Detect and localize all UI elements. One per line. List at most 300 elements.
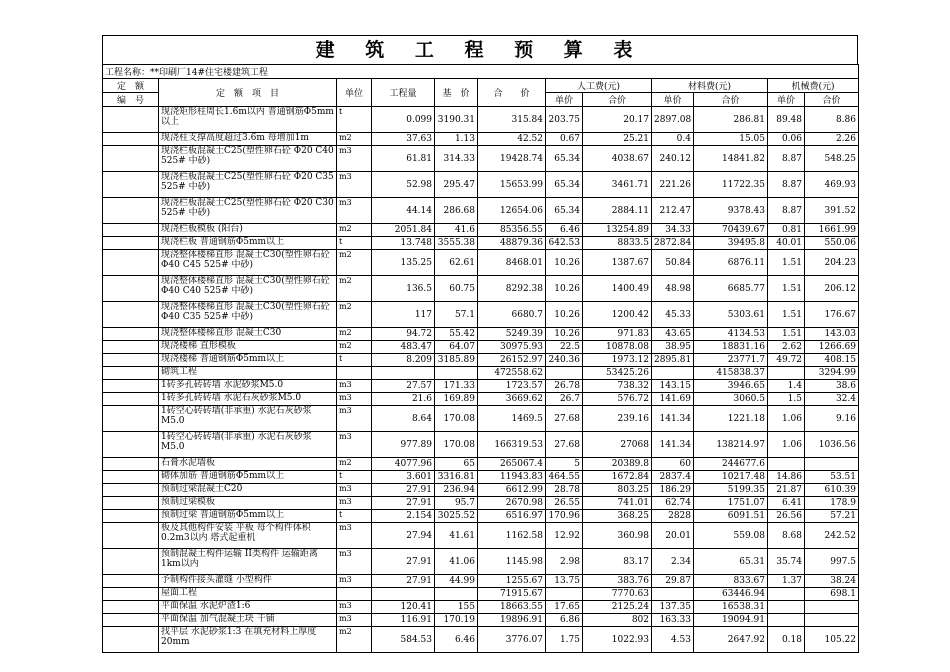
cell-mu: 20.01 bbox=[652, 523, 694, 549]
cell-mu bbox=[652, 588, 694, 601]
cell-total: 12654.06 bbox=[478, 198, 546, 224]
cell-ct: 38.24 bbox=[805, 575, 859, 588]
cell-lu: 6.86 bbox=[546, 614, 583, 627]
cell-unit: m3 bbox=[337, 484, 372, 497]
cell-mu: 143.15 bbox=[652, 380, 694, 393]
cell-total: 48879.36 bbox=[478, 237, 546, 250]
cell-code bbox=[103, 510, 159, 523]
cell-lt: 27068 bbox=[583, 432, 652, 458]
cell-cu bbox=[768, 614, 805, 627]
cell-lu: 26.78 bbox=[546, 380, 583, 393]
cell-qty: 483.47 bbox=[372, 341, 435, 354]
cell-mu: 2837.4 bbox=[652, 471, 694, 484]
cell-total: 3669.62 bbox=[478, 393, 546, 406]
cell-ct: 610.39 bbox=[805, 484, 859, 497]
cell-qty: 27.57 bbox=[372, 380, 435, 393]
cell-lt: 83.17 bbox=[583, 549, 652, 575]
cell-lu: 65.34 bbox=[546, 172, 583, 198]
cell-qty: 27.91 bbox=[372, 549, 435, 575]
cell-item-name: 找平层 水泥砂浆1:3 在填充材料上厚度20mm bbox=[159, 627, 337, 653]
cell-lt: 1022.93 bbox=[583, 627, 652, 653]
cell-lt: 741.01 bbox=[583, 497, 652, 510]
cell-mt: 19094.91 bbox=[694, 614, 768, 627]
cell-total: 2670.98 bbox=[478, 497, 546, 510]
cell-lt: 7770.63 bbox=[583, 588, 652, 601]
cell-lt: 971.83 bbox=[583, 328, 652, 341]
cell-lu: 240.36 bbox=[546, 354, 583, 367]
cell-lt: 1387.67 bbox=[583, 250, 652, 276]
cell-cu bbox=[768, 588, 805, 601]
table-row bbox=[103, 471, 859, 484]
cell-lt: 368.25 bbox=[583, 510, 652, 523]
cell-mu: 60 bbox=[652, 458, 694, 471]
cell-total: 15653.99 bbox=[478, 172, 546, 198]
cell-base: 314.33 bbox=[435, 146, 478, 172]
cell-unit: m3 bbox=[337, 198, 372, 224]
cell-cu: 14.86 bbox=[768, 471, 805, 484]
cell-qty: 136.5 bbox=[372, 276, 435, 302]
cell-item-name: 预制过梁混凝土C20 bbox=[159, 484, 337, 497]
cell-total: 6516.97 bbox=[478, 510, 546, 523]
cell-qty: 94.72 bbox=[372, 328, 435, 341]
cell-base: 1.13 bbox=[435, 133, 478, 146]
cell-mt: 14841.82 bbox=[694, 146, 768, 172]
cell-unit: m2 bbox=[337, 627, 372, 653]
cell-base: 3316.81 bbox=[435, 471, 478, 484]
cell-ct: 57.21 bbox=[805, 510, 859, 523]
cell-ct: 408.15 bbox=[805, 354, 859, 367]
cell-mu: 29.87 bbox=[652, 575, 694, 588]
cell-code bbox=[103, 172, 159, 198]
cell-code bbox=[103, 133, 159, 146]
cell-ct: 997.5 bbox=[805, 549, 859, 575]
cell-base: 236.94 bbox=[435, 484, 478, 497]
cell-qty: 44.14 bbox=[372, 198, 435, 224]
cell-ct: 38.6 bbox=[805, 380, 859, 393]
cell-base: 60.75 bbox=[435, 276, 478, 302]
cell-total: 26152.97 bbox=[478, 354, 546, 367]
cell-qty: 21.6 bbox=[372, 393, 435, 406]
cell-lu: 0.67 bbox=[546, 133, 583, 146]
cell-total: 18663.55 bbox=[478, 601, 546, 614]
cell-qty: 3.601 bbox=[372, 471, 435, 484]
cell-total: 6612.99 bbox=[478, 484, 546, 497]
cell-lt: 1400.49 bbox=[583, 276, 652, 302]
cell-cu bbox=[768, 367, 805, 380]
sheet-title: 建 筑 工 程 预 算 表 bbox=[102, 35, 858, 64]
cell-base: 95.7 bbox=[435, 497, 478, 510]
cell-item-name: 现浇栏板模板 (阳台) bbox=[159, 224, 337, 237]
cell-item-name: 现浇楼梯 直形模板 bbox=[159, 341, 337, 354]
cell-code bbox=[103, 276, 159, 302]
cell-cu: 0.81 bbox=[768, 224, 805, 237]
cell-code bbox=[103, 549, 159, 575]
cell-total: 166319.53 bbox=[478, 432, 546, 458]
cell-qty: 584.53 bbox=[372, 627, 435, 653]
cell-cu: 35.74 bbox=[768, 549, 805, 575]
cell-item-name: 现浇楼梯 普通钢筋Φ5mm以上 bbox=[159, 354, 337, 367]
cell-item-name: 砌筑工程 bbox=[159, 367, 337, 380]
cell-ct bbox=[805, 601, 859, 614]
cell-unit: m3 bbox=[337, 393, 372, 406]
table-row bbox=[103, 198, 859, 224]
table-row bbox=[103, 575, 859, 588]
cell-ct: 176.67 bbox=[805, 302, 859, 328]
header-material-unit: 单价 bbox=[652, 93, 694, 107]
cell-lt: 383.76 bbox=[583, 575, 652, 588]
cell-code bbox=[103, 107, 159, 133]
cell-cu: 49.72 bbox=[768, 354, 805, 367]
cell-code bbox=[103, 380, 159, 393]
cell-unit: m3 bbox=[337, 406, 372, 432]
cell-cu bbox=[768, 458, 805, 471]
cell-total: 1162.58 bbox=[478, 523, 546, 549]
cell-total: 85356.55 bbox=[478, 224, 546, 237]
cell-qty: 116.91 bbox=[372, 614, 435, 627]
cell-lt: 1973.12 bbox=[583, 354, 652, 367]
table-row bbox=[103, 224, 859, 237]
cell-unit bbox=[337, 367, 372, 380]
table-row bbox=[103, 393, 859, 406]
cell-cu: 1.51 bbox=[768, 302, 805, 328]
table-row bbox=[103, 302, 859, 328]
cell-base: 57.1 bbox=[435, 302, 478, 328]
cell-mu: 137.35 bbox=[652, 601, 694, 614]
cell-code bbox=[103, 458, 159, 471]
cell-unit: t bbox=[337, 510, 372, 523]
cell-code bbox=[103, 367, 159, 380]
cell-total: 5249.39 bbox=[478, 328, 546, 341]
cell-base: 44.99 bbox=[435, 575, 478, 588]
cell-mu: 0.4 bbox=[652, 133, 694, 146]
table-row bbox=[103, 341, 859, 354]
cell-code bbox=[103, 484, 159, 497]
cell-qty: 52.98 bbox=[372, 172, 435, 198]
cell-ct: 53.51 bbox=[805, 471, 859, 484]
cell-base: 170.08 bbox=[435, 406, 478, 432]
cell-lu: 464.55 bbox=[546, 471, 583, 484]
header-machine-unit: 单价 bbox=[768, 93, 805, 107]
cell-lu: 27.68 bbox=[546, 406, 583, 432]
cell-base bbox=[435, 588, 478, 601]
cell-base: 41.61 bbox=[435, 523, 478, 549]
header-labor-sum: 合价 bbox=[583, 93, 652, 107]
cell-mt: 15.05 bbox=[694, 133, 768, 146]
table-row bbox=[103, 497, 859, 510]
cell-qty: 27.91 bbox=[372, 497, 435, 510]
header-machine: 机械费(元) bbox=[768, 79, 859, 93]
cell-lu: 10.26 bbox=[546, 250, 583, 276]
cell-code bbox=[103, 575, 159, 588]
cell-total: 19896.91 bbox=[478, 614, 546, 627]
cell-mt: 10217.48 bbox=[694, 471, 768, 484]
cell-mu: 43.65 bbox=[652, 328, 694, 341]
cell-ct: 206.12 bbox=[805, 276, 859, 302]
cell-mt: 2647.92 bbox=[694, 627, 768, 653]
cell-code bbox=[103, 627, 159, 653]
cell-mu: 50.84 bbox=[652, 250, 694, 276]
cell-base: 65 bbox=[435, 458, 478, 471]
table-row bbox=[103, 172, 859, 198]
cell-cu: 8.87 bbox=[768, 146, 805, 172]
cell-cu bbox=[768, 601, 805, 614]
table-row bbox=[103, 614, 859, 627]
cell-base: 3185.89 bbox=[435, 354, 478, 367]
cell-mt: 18831.16 bbox=[694, 341, 768, 354]
cell-mt: 9378.43 bbox=[694, 198, 768, 224]
cell-ct: 1266.69 bbox=[805, 341, 859, 354]
cell-ct: 469.93 bbox=[805, 172, 859, 198]
table-row bbox=[103, 484, 859, 497]
cell-lu: 6.46 bbox=[546, 224, 583, 237]
cell-ct: 391.52 bbox=[805, 198, 859, 224]
cell-base: 6.46 bbox=[435, 627, 478, 653]
cell-mt: 1751.07 bbox=[694, 497, 768, 510]
cell-mt: 138214.97 bbox=[694, 432, 768, 458]
cell-lu: 1.75 bbox=[546, 627, 583, 653]
cell-item-name: 现浇栏板 普通钢筋Φ5mm以上 bbox=[159, 237, 337, 250]
cell-qty: 977.89 bbox=[372, 432, 435, 458]
cell-unit: m3 bbox=[337, 172, 372, 198]
cell-total: 42.52 bbox=[478, 133, 546, 146]
table-row bbox=[103, 588, 859, 601]
cell-lu: 10.26 bbox=[546, 328, 583, 341]
cell-ct: 3294.99 bbox=[805, 367, 859, 380]
cell-total: 30975.93 bbox=[478, 341, 546, 354]
cell-mu: 186.29 bbox=[652, 484, 694, 497]
table-row bbox=[103, 523, 859, 549]
cell-item-name: 1砖空心砖砖墙(非承重) 水泥石灰砂浆M5.0 bbox=[159, 432, 337, 458]
cell-total: 11943.83 bbox=[478, 471, 546, 484]
cell-item-name: 1砖多孔砖砖墙 水泥石灰砂浆M5.0 bbox=[159, 393, 337, 406]
cell-lt: 13254.89 bbox=[583, 224, 652, 237]
cell-base: 55.42 bbox=[435, 328, 478, 341]
cell-unit: t bbox=[337, 237, 372, 250]
cell-total: 472558.62 bbox=[478, 367, 546, 380]
cell-mu: 4.53 bbox=[652, 627, 694, 653]
cell-total: 1145.98 bbox=[478, 549, 546, 575]
cell-code bbox=[103, 224, 159, 237]
cell-unit: t bbox=[337, 471, 372, 484]
cell-unit: m3 bbox=[337, 380, 372, 393]
table-row bbox=[103, 380, 859, 393]
cell-cu: 26.56 bbox=[768, 510, 805, 523]
cell-cu: 1.37 bbox=[768, 575, 805, 588]
cell-ct: 204.23 bbox=[805, 250, 859, 276]
cell-base: 155 bbox=[435, 601, 478, 614]
cell-lt: 3461.71 bbox=[583, 172, 652, 198]
cell-qty: 37.63 bbox=[372, 133, 435, 146]
cell-ct: 9.16 bbox=[805, 406, 859, 432]
header-machine-sum: 合价 bbox=[805, 93, 859, 107]
cell-mu: 2897.08 bbox=[652, 107, 694, 133]
cell-code bbox=[103, 198, 159, 224]
cell-ct: 2.26 bbox=[805, 133, 859, 146]
cell-lt: 803.25 bbox=[583, 484, 652, 497]
table-row bbox=[103, 250, 859, 276]
cell-base: 171.33 bbox=[435, 380, 478, 393]
cell-lt: 10878.08 bbox=[583, 341, 652, 354]
budget-table bbox=[102, 64, 859, 653]
cell-ct: 143.03 bbox=[805, 328, 859, 341]
cell-item-name: 板及其他构件安装 平板 每个构件体积0.2m3以内 塔式起重机 bbox=[159, 523, 337, 549]
header-qty: 工程量 bbox=[372, 79, 435, 107]
cell-lu: 642.53 bbox=[546, 237, 583, 250]
cell-base: 295.47 bbox=[435, 172, 478, 198]
cell-unit: m2 bbox=[337, 328, 372, 341]
cell-qty: 120.41 bbox=[372, 601, 435, 614]
cell-unit: m2 bbox=[337, 133, 372, 146]
cell-lu: 170.96 bbox=[546, 510, 583, 523]
cell-lu: 26.7 bbox=[546, 393, 583, 406]
cell-mt: 244677.6 bbox=[694, 458, 768, 471]
cell-item-name: 予制构件接头灌缝 小型构件 bbox=[159, 575, 337, 588]
cell-ct: 105.22 bbox=[805, 627, 859, 653]
cell-qty: 0.099 bbox=[372, 107, 435, 133]
table-row bbox=[103, 432, 859, 458]
cell-total: 1469.5 bbox=[478, 406, 546, 432]
cell-lu: 5 bbox=[546, 458, 583, 471]
cell-qty: 2.154 bbox=[372, 510, 435, 523]
cell-item-name: 1砖空心砖砖墙(非承重) 水泥石灰砂浆M5.0 bbox=[159, 406, 337, 432]
cell-lt: 360.98 bbox=[583, 523, 652, 549]
cell-base: 170.08 bbox=[435, 432, 478, 458]
cell-qty: 27.91 bbox=[372, 575, 435, 588]
budget-sheet bbox=[102, 35, 858, 653]
cell-lt: 2884.11 bbox=[583, 198, 652, 224]
cell-total: 1723.57 bbox=[478, 380, 546, 393]
cell-code bbox=[103, 341, 159, 354]
cell-mu: 141.34 bbox=[652, 432, 694, 458]
table-row bbox=[103, 276, 859, 302]
cell-qty: 8.209 bbox=[372, 354, 435, 367]
table-row bbox=[103, 237, 859, 250]
cell-total: 315.84 bbox=[478, 107, 546, 133]
cell-lt: 1672.84 bbox=[583, 471, 652, 484]
cell-lu: 27.68 bbox=[546, 432, 583, 458]
cell-code bbox=[103, 237, 159, 250]
cell-cu: 8.87 bbox=[768, 172, 805, 198]
cell-total: 3776.07 bbox=[478, 627, 546, 653]
cell-mt: 65.31 bbox=[694, 549, 768, 575]
cell-base: 64.07 bbox=[435, 341, 478, 354]
cell-mt: 63446.94 bbox=[694, 588, 768, 601]
cell-code bbox=[103, 614, 159, 627]
cell-lt: 2125.24 bbox=[583, 601, 652, 614]
cell-cu: 0.06 bbox=[768, 133, 805, 146]
cell-lu: 65.34 bbox=[546, 146, 583, 172]
cell-qty: 135.25 bbox=[372, 250, 435, 276]
header-item: 定 额 项 目 bbox=[159, 79, 337, 107]
cell-unit: m2 bbox=[337, 341, 372, 354]
cell-item-name: 预制混凝土构件运输 II类构件 运输距离1km以内 bbox=[159, 549, 337, 575]
cell-mu: 38.95 bbox=[652, 341, 694, 354]
table-row bbox=[103, 328, 859, 341]
cell-item-name: 现浇栏板混凝土C25(塑性卵石砼 Φ20 C35 525# 中砂) bbox=[159, 172, 337, 198]
header-material: 材料费(元) bbox=[652, 79, 768, 93]
cell-qty: 2051.84 bbox=[372, 224, 435, 237]
cell-lu: 10.26 bbox=[546, 276, 583, 302]
cell-mt: 11722.35 bbox=[694, 172, 768, 198]
cell-mu: 141.34 bbox=[652, 406, 694, 432]
cell-lt: 738.32 bbox=[583, 380, 652, 393]
cell-lu: 22.5 bbox=[546, 341, 583, 354]
cell-item-name: 屋面工程 bbox=[159, 588, 337, 601]
cell-code bbox=[103, 497, 159, 510]
cell-code bbox=[103, 588, 159, 601]
header-unit: 单位 bbox=[337, 79, 372, 107]
cell-mt: 286.81 bbox=[694, 107, 768, 133]
cell-qty: 61.81 bbox=[372, 146, 435, 172]
cell-base: 286.68 bbox=[435, 198, 478, 224]
table-row bbox=[103, 601, 859, 614]
cell-lu: 26.55 bbox=[546, 497, 583, 510]
cell-code bbox=[103, 302, 159, 328]
cell-lu: 12.92 bbox=[546, 523, 583, 549]
cell-item-name: 1砖多孔砖砖墙 水泥砂浆M5.0 bbox=[159, 380, 337, 393]
table-row bbox=[103, 367, 859, 380]
cell-cu: 1.5 bbox=[768, 393, 805, 406]
cell-item-name: 现浇整体楼梯直形 混凝土C30(塑性卵石砼 Φ40 C40 525# 中砂) bbox=[159, 276, 337, 302]
cell-base: 170.19 bbox=[435, 614, 478, 627]
cell-code bbox=[103, 393, 159, 406]
cell-base bbox=[435, 367, 478, 380]
cell-cu: 21.87 bbox=[768, 484, 805, 497]
cell-lt: 8833.5 bbox=[583, 237, 652, 250]
cell-qty: 27.91 bbox=[372, 484, 435, 497]
cell-ct: 178.9 bbox=[805, 497, 859, 510]
cell-base: 62.61 bbox=[435, 250, 478, 276]
cell-mu: 34.33 bbox=[652, 224, 694, 237]
cell-code bbox=[103, 471, 159, 484]
cell-unit: m3 bbox=[337, 146, 372, 172]
cell-qty bbox=[372, 367, 435, 380]
cell-mt: 6685.77 bbox=[694, 276, 768, 302]
cell-mu: 163.33 bbox=[652, 614, 694, 627]
cell-lt: 1200.42 bbox=[583, 302, 652, 328]
cell-mt: 3060.5 bbox=[694, 393, 768, 406]
cell-code bbox=[103, 328, 159, 341]
cell-base: 41.06 bbox=[435, 549, 478, 575]
cell-mu: 2895.81 bbox=[652, 354, 694, 367]
cell-ct: 1036.56 bbox=[805, 432, 859, 458]
cell-item-name: 平面保温 水泥炉渣1:6 bbox=[159, 601, 337, 614]
cell-mt: 4134.53 bbox=[694, 328, 768, 341]
cell-qty: 13.748 bbox=[372, 237, 435, 250]
cell-unit: m3 bbox=[337, 432, 372, 458]
cell-unit: m2 bbox=[337, 302, 372, 328]
cell-unit: m3 bbox=[337, 549, 372, 575]
cell-cu: 1.51 bbox=[768, 276, 805, 302]
cell-qty: 27.94 bbox=[372, 523, 435, 549]
header-base: 基 价 bbox=[435, 79, 478, 107]
cell-mu: 221.26 bbox=[652, 172, 694, 198]
cell-cu: 0.18 bbox=[768, 627, 805, 653]
cell-unit: m3 bbox=[337, 601, 372, 614]
cell-mu: 48.98 bbox=[652, 276, 694, 302]
cell-mu: 212.47 bbox=[652, 198, 694, 224]
header-labor-unit: 单价 bbox=[546, 93, 583, 107]
cell-cu: 89.48 bbox=[768, 107, 805, 133]
header-total: 合 价 bbox=[478, 79, 546, 107]
table-row bbox=[103, 549, 859, 575]
cell-cu: 1.51 bbox=[768, 250, 805, 276]
cell-item-name: 平面保温 加气混凝土块 干铺 bbox=[159, 614, 337, 627]
cell-cu: 1.06 bbox=[768, 432, 805, 458]
cell-mt: 23771.7 bbox=[694, 354, 768, 367]
cell-unit: m3 bbox=[337, 575, 372, 588]
cell-mt: 415838.37 bbox=[694, 367, 768, 380]
